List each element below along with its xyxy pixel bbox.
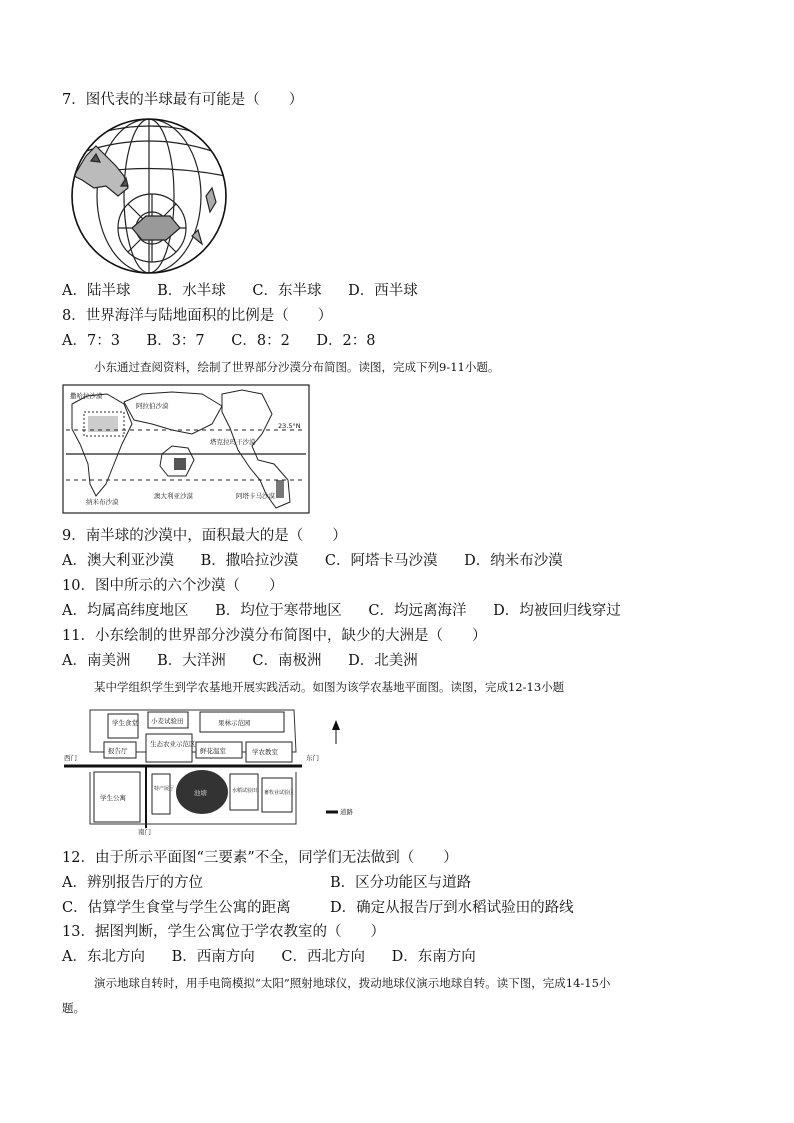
label-rice-field: 水稻试验田 [232,788,258,794]
q10-option-d: D．均被回归线穿过 [493,603,621,619]
label-sahara: 撒哈拉沙漠 [70,392,103,400]
q12-option-b: B．区分功能区与道路 [330,875,472,891]
q8-option-b: B．3：7 [146,333,205,349]
q13-option-d: D．东南方向 [391,949,476,965]
q9-option-b: B．撒哈拉沙漠 [200,553,299,569]
hemisphere-figure [66,116,232,276]
label-eco-area: 生态农业示范区 [150,740,196,748]
label-fruit-garden: 果林示范园 [218,719,251,727]
q7-option-d: D．西半球 [348,283,418,299]
q12-option-d: D．确定从报告厅到水稻试验田的路线 [330,900,574,916]
label-atacama: 阿塔卡马沙漠 [236,492,275,500]
q12-option-a: A．辨别报告厅的方位 [62,875,203,891]
label-veg-field: 小麦试验田 [151,717,184,725]
q9-option-c: C．阿塔卡马沙漠 [324,553,438,569]
q12-option-c: C．估算学生食堂与学生公寓的距离 [62,900,291,916]
label-legend-road: 道路 [340,808,353,816]
label-west-gate: 西门 [64,754,77,762]
label-arabian: 阿拉伯沙漠 [136,402,169,410]
q10-stem: 10．图中所示的六个沙漠（ ） [62,578,284,594]
q8-option-d: D．2：8 [316,333,376,349]
q9-option-a: A．澳大利亚沙漠 [62,553,174,569]
label-livestock: 畜牧业试验区 [264,790,295,796]
label-dorm: 学生公寓 [100,794,126,802]
q13-option-c: C．西北方向 [281,949,365,965]
q7-option-c: C．东半球 [252,283,322,299]
q11-option-b: B．大洋洲 [157,653,226,669]
farm-base-map [60,704,360,838]
intro-12-13: 某中学组织学生到学农基地开展实践活动。如图为该学农基地平面图。读图，完成12-13小题 [94,680,565,694]
q12-stem: 12．由于所示平面图“三要素”不全，同学们无法做到（ ） [62,850,458,866]
q8-stem: 8．世界海洋与陆地面积的比例是（ ） [62,308,333,324]
intro-9-11: 小东通过查阅资料，绘制了世界部分沙漠分布简图。读图，完成下列9-11小题。 [94,360,500,374]
label-classroom: 学农教室 [252,748,278,756]
q7-stem: 7．图代表的半球最有可能是（ ） [62,92,304,108]
label-namib: 纳米布沙漠 [86,498,119,506]
q13-stem: 13．据图判断，学生公寓位于学农教室的（ ） [62,924,385,940]
q11-option-d: D．北美洲 [348,653,418,669]
q8-option-a: A．7：3 [62,333,120,349]
label-report-hall: 报告厅 [108,747,128,755]
q11-stem: 11．小东绘制的世界部分沙漠分布简图中，缺少的大洲是（ ） [62,628,487,644]
q11-option-c: C．南极洲 [252,653,322,669]
q11-option-a: A．南美洲 [62,653,131,669]
intro-14-15-line2: 题。 [62,1001,85,1015]
q9-stem: 9．南半球的沙漠中，面积最大的是（ ） [62,528,347,544]
label-exhibit-hall: 特产展厅 [154,786,175,792]
label-flower-house: 鲜花温室 [200,747,226,755]
q9-option-d: D．纳米布沙漠 [464,553,563,569]
intro-14-15-line1: 演示地球自转时，用手电筒模拟“太阳”照射地球仪，拨动地球仪演示地球自转。读下图，完成14-15小 [94,976,611,990]
label-pond: 池塘 [194,789,207,797]
label-latitude: 23.5°N [278,422,301,430]
q7-option-a: A．陆半球 [62,283,131,299]
label-taklamakan: 塔克拉玛干沙漠 [210,438,256,446]
desert-map [62,384,310,514]
q10-option-b: B．均位于寒带地区 [215,603,342,619]
q10-option-a: A．均属高纬度地区 [62,603,189,619]
label-cafeteria: 学生食堂 [112,719,138,727]
q7-option-b: B．水半球 [157,283,226,299]
q13-option-a: A．东北方向 [62,949,145,965]
label-australian: 澳大利亚沙漠 [154,492,193,500]
label-east-gate: 东门 [306,754,319,762]
q8-option-c: C．8：2 [231,333,290,349]
q10-option-c: C．均远离海洋 [368,603,467,619]
north-arrow-icon [332,720,340,730]
label-south-gate: 南门 [138,828,151,836]
q13-option-b: B．西南方向 [171,949,255,965]
